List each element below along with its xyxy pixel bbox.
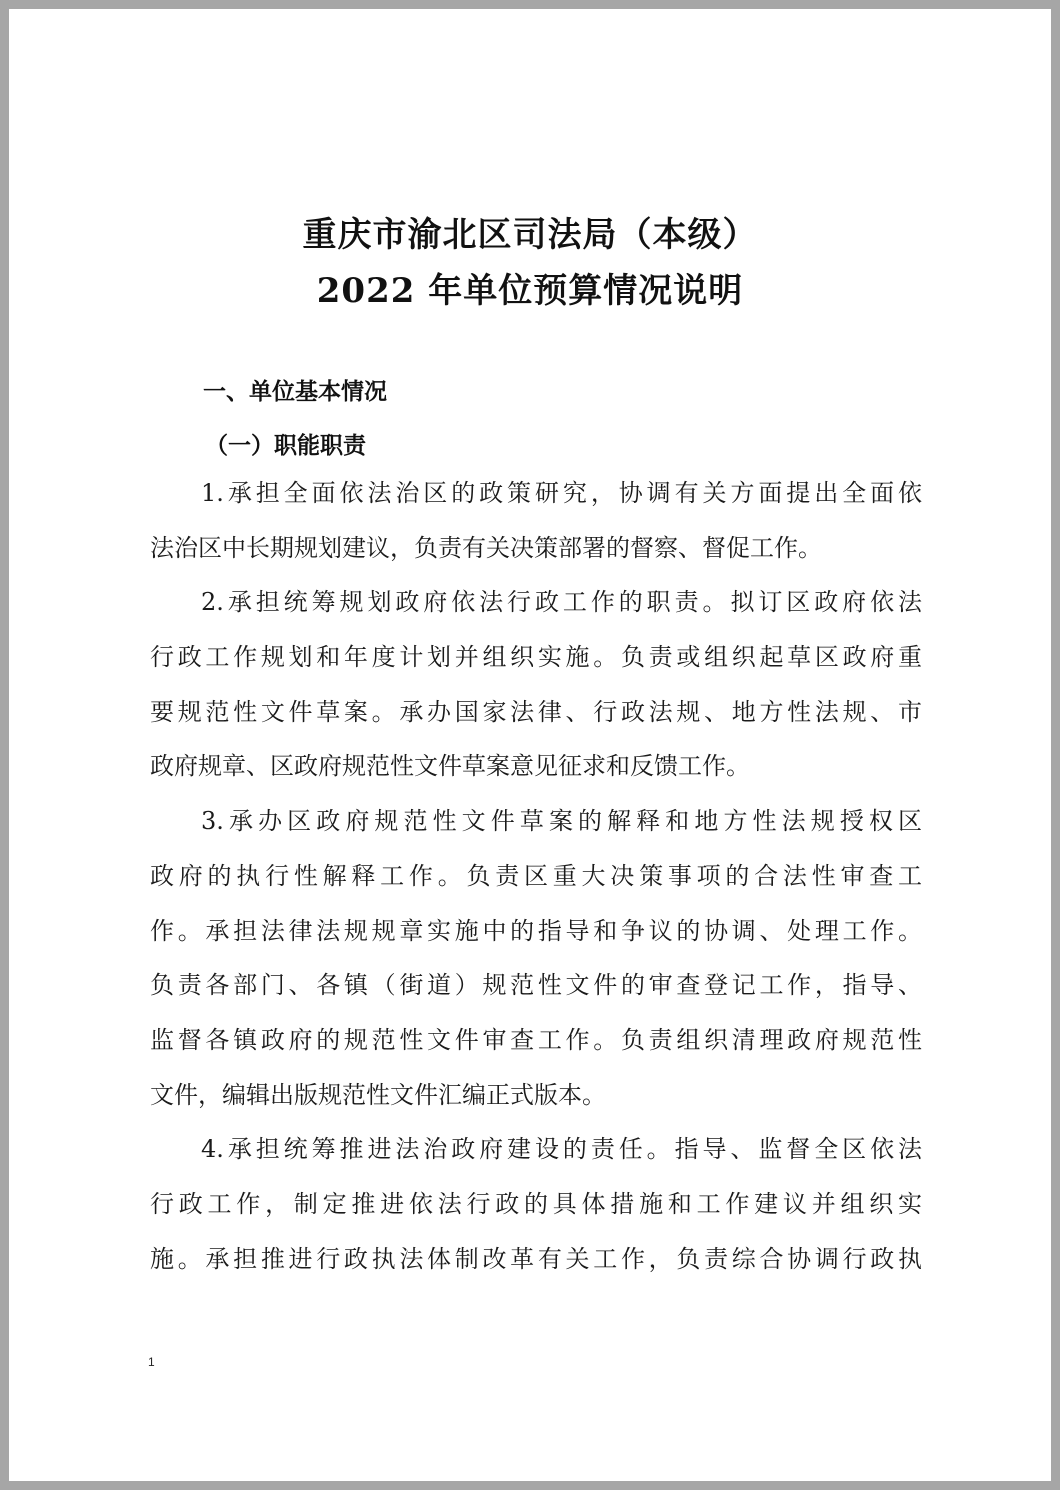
paragraph-line: 要规范性文件草案。承办国家法律、行政法规、地方性法规、市 (150, 697, 922, 726)
paragraph-line: 文件，编辑出版规范性文件汇编正式版本。 (150, 1080, 606, 1109)
document-page (9, 9, 1051, 1481)
paragraph-line: 负责各部门、各镇（街道）规范性文件的审查登记工作，指导、 (150, 971, 922, 1000)
paragraph-line: 监督各镇政府的规范性文件审查工作。负责组织清理政府规范性 (150, 1025, 922, 1054)
paragraph-line: 行政工作，制定推进依法行政的具体措施和工作建议并组织实 (150, 1189, 922, 1218)
document-title-line2: 2022 年单位预算情况说明 (316, 271, 744, 311)
paragraph-line: 法治区中长期规划建议，负责有关决策部署的督察、督促工作。 (150, 533, 822, 562)
paragraph-line: 4.承担统筹推进法治政府建设的责任。指导、监督全区依法 (201, 1135, 922, 1164)
page-number: 1 (148, 1355, 155, 1369)
paragraph-line: 施。承担推进行政执法体制改革有关工作，负责综合协调行政执 (150, 1244, 922, 1273)
paragraph-line: 3.承办区政府规范性文件草案的解释和地方性法规授权区 (201, 807, 922, 836)
body-text (150, 472, 922, 1292)
paragraph-line: 政府的执行性解释工作。负责区重大决策事项的合法性审查工 (150, 861, 922, 890)
paragraph-line: 政府规章、区政府规范性文件草案意见征求和反馈工作。 (150, 752, 750, 781)
document-title-line1: 重庆市渝北区司法局（本级） (302, 215, 758, 255)
paragraph-line: 行政工作规划和年度计划并组织实施。负责或组织起草区政府重 (150, 643, 922, 672)
paragraph-line: 2.承担统筹规划政府依法行政工作的职责。拟订区政府依法 (201, 588, 922, 617)
paragraph-line: 作。承担法律法规规章实施中的指导和争议的协调、处理工作。 (150, 916, 922, 945)
subsection-heading: （一）职能职责 (205, 433, 366, 459)
paragraph-line: 1.承担全面依法治区的政策研究，协调有关方面提出全面依 (201, 479, 922, 507)
section-heading: 一、单位基本情况 (203, 379, 387, 405)
